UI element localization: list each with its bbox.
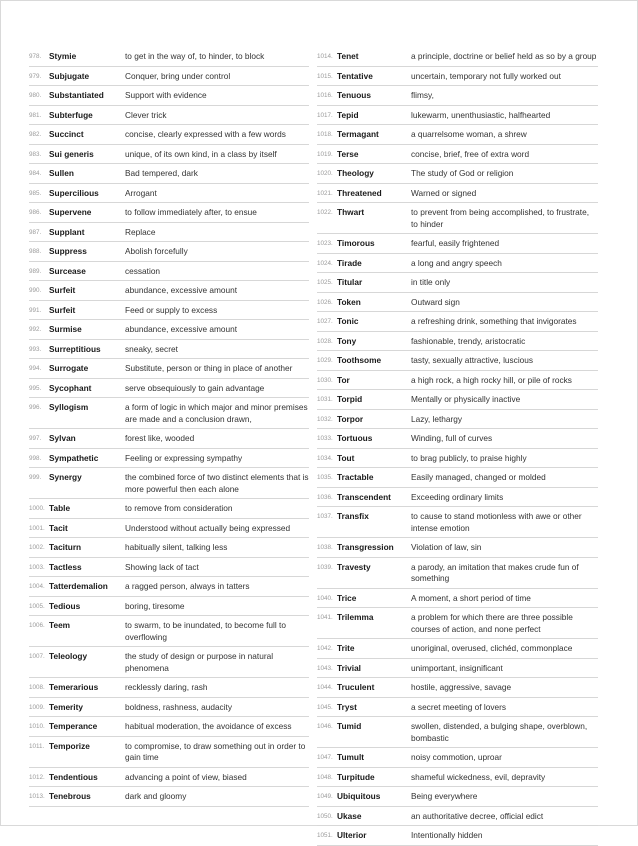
entry-definition: uncertain, temporary not fully worked out	[411, 70, 561, 81]
entry-definition: Warned or signed	[411, 187, 477, 198]
entry-word: Torpor	[337, 413, 364, 424]
entry-number: 1003.	[29, 563, 45, 571]
vocab-entry-row	[29, 449, 309, 469]
entry-number: 1008.	[29, 684, 45, 691]
entry-number: 1027.	[317, 318, 333, 325]
entry-number: 1022.	[317, 209, 333, 216]
entry-number: 1012.	[29, 773, 45, 781]
entry-word: Sylvan	[49, 433, 76, 443]
entry-number: 995.	[29, 384, 42, 392]
entry-number: 1033.	[317, 435, 333, 442]
entry-definition: dark and gloomy	[125, 791, 187, 801]
entry-number: 1051.	[317, 832, 333, 839]
entry-word: Turpitude	[337, 771, 375, 782]
vocab-entry-row	[29, 379, 309, 399]
entry-number: 983.	[29, 150, 42, 158]
entry-number: 1046.	[317, 723, 333, 730]
entry-definition: Substitute, person or thing in place of another	[125, 363, 293, 373]
entry-definition: boring, tiresome	[125, 600, 185, 611]
vocab-entry-row	[29, 597, 309, 617]
entry-word: Substantiated	[49, 90, 104, 100]
entry-word: Tortuous	[337, 433, 373, 443]
entry-word: Transgression	[337, 542, 394, 552]
entry-word: Tumid	[337, 721, 362, 731]
entry-definition: Winding, full of curves	[411, 433, 493, 443]
entry-definition: concise, brief, free of extra word	[411, 148, 530, 159]
entry-number: 1030.	[317, 376, 333, 384]
entry-definition: unoriginal, overused, clichéd, commonplace	[411, 643, 573, 653]
entry-definition: an authoritative decree, official edict	[411, 810, 544, 821]
entry-word: Trivial	[337, 662, 361, 673]
entry-number: 986.	[29, 209, 42, 216]
entry-word: Table	[49, 503, 71, 513]
entry-number: 990.	[29, 287, 42, 294]
vocab-entry-row	[29, 47, 309, 67]
entry-word: Termagant	[337, 129, 379, 139]
entry-definition: a parody, an imitation that makes crude fun of something	[411, 561, 579, 583]
entry-word: Tonic	[337, 316, 359, 326]
entry-number: 1013.	[29, 793, 45, 800]
entry-number: 1039.	[317, 563, 333, 571]
entry-number: 988.	[29, 248, 42, 255]
vocab-entry-row	[29, 429, 309, 449]
entry-word: Tendentious	[49, 771, 98, 782]
entry-definition: A moment, a short period of time	[411, 592, 531, 603]
vocab-entry-row	[317, 748, 598, 768]
entry-number: 994.	[29, 365, 42, 372]
entry-number: 982.	[29, 131, 42, 138]
vocab-entry-row	[29, 737, 309, 768]
vocab-entry-row	[29, 106, 309, 126]
entry-word: Tor	[337, 374, 350, 385]
vocab-entry-row	[29, 577, 309, 597]
entry-number: 1020.	[317, 170, 333, 177]
vocab-entry-row	[317, 678, 598, 698]
entry-word: Terse	[337, 148, 359, 159]
entry-number: 1037.	[317, 513, 333, 520]
entry-word: Surcease	[49, 265, 86, 276]
entry-number: 978.	[29, 53, 42, 60]
entry-number: 1015.	[317, 72, 333, 80]
vocab-entry-row	[29, 320, 309, 340]
entry-definition: recklessly daring, rash	[125, 682, 208, 692]
entry-definition: flimsy,	[411, 90, 434, 100]
entry-number: 1001.	[29, 524, 45, 532]
vocab-entry-row	[29, 538, 309, 558]
vocab-entry-row	[317, 449, 598, 469]
vocab-entry-row	[317, 293, 598, 313]
entry-number: 1025.	[317, 279, 333, 286]
vocab-entry-row	[317, 86, 598, 106]
entry-word: Sympathetic	[49, 452, 99, 463]
entry-number: 1050.	[317, 812, 333, 820]
entry-number: 1028.	[317, 337, 333, 345]
entry-number: 1009.	[29, 703, 45, 711]
entry-definition: a problem for which there are three possible courses of action, and none perfect	[411, 612, 573, 634]
entry-number: 1006.	[29, 622, 45, 629]
entry-definition: Understood without actually being expressed	[125, 522, 291, 533]
entry-definition: Replace	[125, 226, 156, 237]
entry-number: 980.	[29, 92, 42, 99]
vocab-entry-row	[317, 488, 598, 508]
entry-number: 1000.	[29, 505, 45, 512]
vocab-entry-row	[317, 659, 598, 679]
entry-word: Sui generis	[49, 148, 94, 159]
entry-number: 1038.	[317, 544, 333, 551]
entry-definition: to swarm, to be inundated, to become full to overflowing	[125, 620, 286, 642]
entry-word: Titular	[337, 277, 363, 287]
entry-definition: Showing lack of tact	[125, 561, 199, 572]
entry-definition: boldness, rashness, audacity	[125, 701, 233, 712]
entry-number: 1034.	[317, 454, 333, 462]
entry-number: 999.	[29, 474, 42, 481]
entry-word: Synergy	[49, 472, 82, 482]
entry-word: Tumult	[337, 752, 365, 762]
vocab-entry-row	[317, 332, 598, 352]
entry-number: 1010.	[29, 723, 45, 730]
entry-word: Ubiquitous	[337, 791, 381, 801]
entry-definition: a high rock, a high rocky hill, or pile of rocks	[411, 374, 572, 385]
entry-number: 1045.	[317, 703, 333, 711]
entry-definition: forest like, wooded	[125, 433, 195, 443]
entry-definition: Violation of law, sin	[411, 542, 482, 552]
vocab-entry-row	[317, 312, 598, 332]
entry-definition: swollen, distended, a bulging shape, overblown, bombastic	[411, 721, 588, 743]
vocab-entry-row	[317, 145, 598, 165]
entry-definition: abundance, excessive amount	[125, 324, 238, 334]
entry-definition: advancing a point of view, biased	[125, 771, 247, 782]
entry-definition: Feeling or expressing sympathy	[125, 452, 243, 463]
entry-definition: Easily managed, changed or molded	[411, 472, 546, 482]
entry-definition: to compromise, to draw something out in order to gain time	[125, 740, 306, 762]
entry-word: Supervene	[49, 207, 92, 217]
vocab-entry-row	[317, 47, 598, 67]
vocab-entry-row	[317, 429, 598, 449]
entry-number: 997.	[29, 435, 42, 442]
entry-number: 1043.	[317, 664, 333, 672]
entry-number: 979.	[29, 72, 42, 80]
entry-definition: Arrogant	[125, 187, 157, 198]
entry-number: 993.	[29, 345, 42, 353]
entry-definition: serve obsequiously to gain advantage	[125, 382, 265, 393]
entry-definition: sneaky, secret	[125, 343, 178, 354]
entry-number: 1044.	[317, 684, 333, 691]
vocab-entry-row	[29, 359, 309, 379]
entry-word: Timorous	[337, 238, 375, 248]
entry-definition: Clever trick	[125, 109, 167, 120]
entry-word: Thwart	[337, 207, 365, 217]
vocab-entry-row	[29, 787, 309, 807]
entry-definition: to get in the way of, to hinder, to block	[125, 51, 265, 61]
vocab-entry-row	[317, 125, 598, 145]
vocab-entry-row	[317, 106, 598, 126]
entry-word: Threatened	[337, 187, 382, 198]
entry-word: Tactless	[49, 561, 82, 572]
entry-definition: Outward sign	[411, 296, 460, 307]
entry-number: 1040.	[317, 594, 333, 602]
entry-word: Supercilious	[49, 187, 99, 198]
entry-word: Suppress	[49, 246, 87, 256]
vocab-entry-row	[317, 558, 598, 589]
entry-word: Succinct	[49, 129, 84, 139]
entry-definition: to cause to stand motionless with awe or other intense emotion	[411, 511, 582, 533]
vocab-entry-row	[29, 262, 309, 282]
entry-definition: fearful, easily frightened	[411, 238, 500, 248]
vocab-entry-row	[29, 223, 309, 243]
entry-definition: The study of God or religion	[411, 168, 514, 178]
entry-number: 1031.	[317, 396, 333, 403]
entry-number: 989.	[29, 267, 42, 275]
entry-word: Surfeit	[49, 285, 76, 295]
entry-word: Taciturn	[49, 542, 82, 552]
vocab-entry-row	[317, 351, 598, 371]
vocab-entry-row	[317, 507, 598, 538]
entry-word: Tenet	[337, 51, 359, 61]
entry-definition: Support with evidence	[125, 90, 207, 100]
entry-number: 992.	[29, 326, 42, 333]
entry-number: 1014.	[317, 53, 333, 60]
vocab-entry-row	[317, 164, 598, 184]
entry-number: 1047.	[317, 754, 333, 761]
vocab-entry-row	[29, 468, 309, 499]
entry-word: Tony	[337, 335, 357, 346]
entry-word: Trilemma	[337, 612, 374, 622]
entry-definition: a ragged person, always in tatters	[125, 581, 250, 591]
entry-number: 1011.	[29, 742, 45, 750]
entry-word: Toothsome	[337, 355, 382, 365]
vocab-entry-row	[29, 125, 309, 145]
entry-definition: cessation	[125, 265, 161, 276]
entry-definition: the study of design or purpose in natural phenomena	[125, 651, 274, 673]
entry-definition: Feed or supply to excess	[125, 304, 218, 315]
vocab-entry-row	[317, 203, 598, 234]
vocab-entry-row	[317, 410, 598, 430]
entry-definition: to prevent from being accomplished, to frustrate, to hinder	[411, 207, 590, 229]
entry-word: Truculent	[337, 682, 375, 692]
vocab-entry-row	[317, 468, 598, 488]
vocab-entry-row	[29, 184, 309, 204]
entry-number: 1005.	[29, 602, 45, 610]
entry-number: 1023.	[317, 240, 333, 247]
entry-definition: tasty, sexually attractive, luscious	[411, 355, 534, 365]
entry-word: Tepid	[337, 109, 359, 120]
vocab-entry-row	[29, 519, 309, 539]
entry-word: Transfix	[337, 511, 369, 521]
entry-definition: unique, of its own kind, in a class by itself	[125, 148, 277, 159]
entry-number: 1017.	[317, 111, 333, 119]
entry-number: 1021.	[317, 189, 333, 197]
vocab-entry-row	[29, 203, 309, 223]
entry-number: 1041.	[317, 614, 333, 621]
entry-number: 1049.	[317, 793, 333, 800]
entry-number: 981.	[29, 111, 42, 119]
entry-definition: habitually silent, talking less	[125, 542, 228, 552]
entry-definition: Intentionally hidden	[411, 830, 483, 840]
entry-definition: Exceeding ordinary limits	[411, 491, 504, 502]
entry-word: Travesty	[337, 561, 371, 572]
entry-word: Trice	[337, 592, 357, 603]
entry-number: 996.	[29, 404, 42, 411]
entry-word: Ulterior	[337, 830, 367, 840]
vocab-entry-row	[317, 254, 598, 274]
entry-number: 1029.	[317, 357, 333, 364]
entry-word: Subterfuge	[49, 109, 93, 120]
vocab-entry-row	[29, 86, 309, 106]
entry-definition: in title only	[411, 277, 451, 287]
entry-word: Surreptitious	[49, 343, 101, 354]
entry-number: 1018.	[317, 131, 333, 138]
vocab-entry-row	[29, 340, 309, 360]
entry-definition: a form of logic in which major and minor premises are made and a conclusion drawn,	[125, 402, 308, 424]
entry-definition: to brag publicly, to praise highly	[411, 452, 527, 463]
vocab-entry-row	[317, 768, 598, 788]
entry-word: Temerarious	[49, 682, 99, 692]
entry-word: Transcendent	[337, 491, 391, 502]
vocab-entry-row	[317, 698, 598, 718]
vocab-entry-row	[29, 698, 309, 718]
vocab-entry-row	[317, 807, 598, 827]
entry-definition: a long and angry speech	[411, 257, 502, 268]
entry-definition: a principle, doctrine or belief held as so by a group	[411, 51, 597, 61]
entry-number: 984.	[29, 170, 42, 177]
vocab-entry-row	[29, 616, 309, 647]
entry-word: Sycophant	[49, 382, 92, 393]
vocab-entry-row	[317, 273, 598, 293]
vocab-entry-row	[29, 67, 309, 87]
entry-number: 1035.	[317, 474, 333, 481]
entry-definition: Being everywhere	[411, 791, 478, 801]
right-word-column	[317, 47, 598, 846]
vocab-entry-row	[317, 184, 598, 204]
entry-definition: hostile, aggressive, savage	[411, 682, 512, 692]
left-word-column	[29, 47, 309, 807]
entry-word: Tentative	[337, 70, 373, 81]
vocab-entry-row	[317, 589, 598, 609]
entry-word: Temperance	[49, 721, 98, 731]
entry-word: Surfeit	[49, 304, 76, 315]
entry-number: 1026.	[317, 298, 333, 306]
entry-word: Temerity	[49, 701, 83, 712]
entry-word: Tout	[337, 452, 355, 463]
entry-number: 1019.	[317, 150, 333, 158]
entry-word: Tedious	[49, 600, 81, 611]
vocab-entry-row	[317, 538, 598, 558]
vocab-entry-row	[29, 398, 309, 429]
entry-number: 987.	[29, 228, 42, 236]
vocab-entry-row	[29, 301, 309, 321]
vocab-entry-row	[317, 371, 598, 391]
entry-word: Supplant	[49, 226, 85, 237]
vocab-entry-row	[29, 558, 309, 578]
entry-definition: Conquer, bring under control	[125, 70, 231, 81]
entry-word: Surmise	[49, 324, 82, 334]
entry-definition: the combined force of two distinct elements that is more powerful then each alone	[125, 472, 309, 494]
vocab-entry-row	[317, 390, 598, 410]
entry-word: Token	[337, 296, 361, 307]
vocab-entry-row	[317, 67, 598, 87]
entry-number: 1024.	[317, 259, 333, 267]
entry-number: 1042.	[317, 645, 333, 652]
vocab-entry-row	[29, 281, 309, 301]
vocab-entry-row	[317, 234, 598, 254]
entry-definition: noisy commotion, uproar	[411, 752, 502, 762]
entry-word: Theology	[337, 168, 374, 178]
entry-word: Subjugate	[49, 70, 90, 81]
entry-definition: fashionable, trendy, aristocratic	[411, 335, 526, 346]
entry-word: Torpid	[337, 394, 363, 404]
entry-number: 1002.	[29, 544, 45, 551]
vocab-entry-row	[29, 647, 309, 678]
entry-definition: a refreshing drink, something that invigorates	[411, 316, 577, 326]
entry-word: Sullen	[49, 168, 74, 178]
entry-definition: a secret meeting of lovers	[411, 701, 506, 712]
vocab-entry-row	[317, 787, 598, 807]
entry-word: Tractable	[337, 472, 374, 482]
entry-number: 991.	[29, 306, 42, 314]
vocab-entry-row	[317, 639, 598, 659]
vocab-entry-row	[317, 717, 598, 748]
vocab-entry-row	[29, 768, 309, 788]
entry-word: Temporize	[49, 740, 90, 751]
entry-word: Trite	[337, 643, 355, 653]
entry-definition: shameful wickedness, evil, depravity	[411, 771, 546, 782]
entry-definition: a quarrelsome woman, a shrew	[411, 129, 527, 139]
vocab-entry-row	[317, 826, 598, 846]
entry-definition: to remove from consideration	[125, 503, 233, 513]
entry-number: 1032.	[317, 415, 333, 423]
entry-word: Surrogate	[49, 363, 89, 373]
vocab-entry-row	[29, 145, 309, 165]
entry-word: Tacit	[49, 522, 68, 533]
entry-number: 1016.	[317, 92, 333, 99]
entry-number: 1036.	[317, 493, 333, 501]
entry-number: 1048.	[317, 773, 333, 781]
entry-definition: lukewarm, unenthusiastic, halfhearted	[411, 109, 551, 120]
entry-word: Tatterdemalion	[49, 581, 108, 591]
entry-definition: to follow immediately after, to ensue	[125, 207, 257, 217]
vocab-entry-row	[29, 678, 309, 698]
vocab-entry-row	[29, 717, 309, 737]
vocab-entry-row	[29, 242, 309, 262]
entry-word: Tenuous	[337, 90, 371, 100]
entry-number: 998.	[29, 454, 42, 462]
entry-number: 985.	[29, 189, 42, 197]
entry-definition: concise, clearly expressed with a few words	[125, 129, 286, 139]
entry-number: 1004.	[29, 583, 45, 590]
entry-definition: Abolish forcefully	[125, 246, 188, 256]
vocab-entry-row	[317, 608, 598, 639]
entry-word: Ukase	[337, 810, 362, 821]
vocab-entry-row	[29, 499, 309, 519]
entry-definition: abundance, excessive amount	[125, 285, 238, 295]
entry-word: Tryst	[337, 701, 357, 712]
entry-definition: unimportant, insignificant	[411, 662, 503, 673]
entry-word: Stymie	[49, 51, 77, 61]
entry-definition: Bad tempered, dark	[125, 168, 198, 178]
entry-definition: habitual moderation, the avoidance of excess	[125, 721, 292, 731]
entry-word: Tirade	[337, 257, 362, 268]
entry-word: Tenebrous	[49, 791, 91, 801]
entry-word: Teleology	[49, 651, 88, 661]
entry-number: 1007.	[29, 653, 45, 660]
entry-word: Teem	[49, 620, 71, 630]
entry-word: Syllogism	[49, 402, 89, 412]
entry-definition: Mentally or physically inactive	[411, 394, 521, 404]
vocab-entry-row	[29, 164, 309, 184]
entry-definition: Lazy, lethargy	[411, 413, 463, 424]
